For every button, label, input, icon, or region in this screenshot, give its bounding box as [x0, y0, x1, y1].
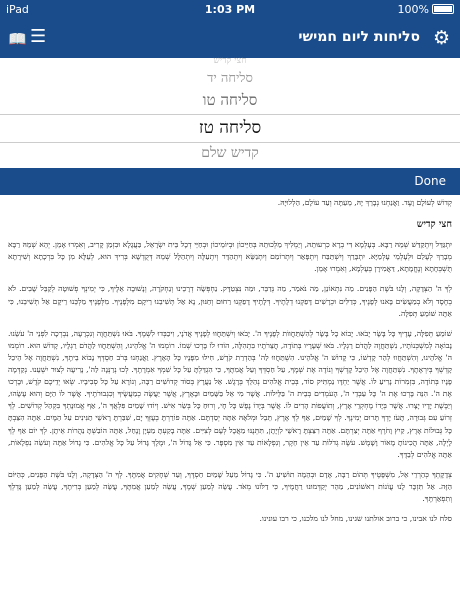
paragraph: צְדָקָתְךָ כְּהַרְרֵי אֵל, מִשְׁפָּטֶיךָ תְּהוֹם רַבָּה, אָדָם וּבְהֵמָה תוֹשִׁיעַ ה'. כִּי גָדוֹל מֵעַל שָׁמַיִם חַסְדֶּךָ, וְעַד שְׁחָקִים אֲמִתֶּךָ. לְךָ ה' הַצְּדָקָה, וְלָנוּ בֹּשֶׁת הַפָּנִים, כְּהַיּוֹם הַזֶּה. אַל תִּזְכָּר לָנוּ עֲוֹנוֹת רִאשׁוֹנִים, מַהֵר יְקַדְּמוּנוּ רַחֲמֶיךָ, כִּי דַלּוֹנוּ מְאֹד. עֲשֵׂה לְמַעַן שְׁמֶךָ, עֲשֵׂה לְמַעַן אֲמִתֶּךָ, עֲשֵׂה לְמַעַן בְּרִיתֶךָ, עֲשֵׂה לְמַעַן גָּדְלְךָ וְתִפְאַרְתֶּךָ.	[8, 469, 452, 503]
kaddish-text: יִתְגַּדַּל וְיִתְקַדַּשׁ שְׁמֵהּ רַבָּא. בְּעָלְמָא דִּי בְרָא כִרְעוּתֵהּ, וְיַמְלִיךְ מַלְכוּתֵהּ בְּחַיֵּיכוֹן וּבְיוֹמֵיכוֹן וּבְחַיֵּי דְכָל בֵּית יִשְׂרָאֵל, בַּעֲגָלָא וּבִזְמַן קָרִיב, וְאִמְרוּ אָמֵן. יְהֵא שְׁמֵהּ רַבָּא מְבָרַךְ לְעָלַם וּלְעָלְמֵי עָלְמַיָּא. יִתְבָּרַךְ וְיִשְׁתַּבַּח וְיִתְפָּאַר וְיִתְרוֹמַם וְיִתְנַשֵּׂא וְיִתְהַדָּר וְיִתְעַלֶּה וְיִתְהַלָּל שְׁמֵהּ דְּקֻדְשָׁא בְּרִיךְ הוּא, לְעֵלָּא מִן כָּל בִּרְכָתָא וְשִׁירָתָא תֻּשְׁבְּחָתָא וְנֶחֱמָתָא, דַּאֲמִירָן בְּעָלְמָא, וְאִמְרוּ אָמֵן.	[8, 240, 452, 274]
battery-percent: 100%	[397, 3, 429, 16]
section-picker[interactable]	[0, 58, 460, 170]
book-icon[interactable]: 📖	[8, 30, 27, 48]
page-title: סליחות ליום חמישי	[298, 29, 420, 45]
picker-item[interactable]: סליחה יד	[207, 71, 253, 86]
paragraph: סלח לנו אבינו, כי ברוב אולתנו שגינו, מחל לנו מלכנו, כי רבו עונינו.	[259, 514, 452, 524]
battery-indicator	[398, 3, 454, 16]
picker-item[interactable]: קדיש שלם	[201, 145, 259, 161]
done-button[interactable]: Done	[414, 174, 446, 188]
section-heading: חצי קדיש	[416, 219, 452, 231]
nav-bar	[0, 20, 460, 58]
picker-item[interactable]: חצי קדיש	[213, 56, 247, 66]
picker-item[interactable]: סליחה טו	[202, 91, 258, 109]
gear-icon[interactable]: ⚙	[432, 27, 450, 49]
clock: 1:03 PM	[204, 3, 256, 16]
status-bar	[0, 0, 460, 20]
carrier-label: iPad	[6, 3, 29, 16]
intro-verse: קְדוֹשׁ לְעוֹלָם וָעֶד. וַאֲנַחְנוּ נְבָרֵךְ יָהּ, מֵעַתָּה וְעַד עוֹלָם, הַלְלוּיָהּ.	[277, 198, 452, 207]
battery-icon	[432, 4, 454, 14]
picker-toolbar	[0, 168, 460, 195]
picker-item-selected[interactable]: סליחה טז	[198, 118, 262, 138]
paragraph: שׁוֹמֵעַ תְּפִלָּה, עָדֶיךָ כָּל בָּשָׂר יָבֹאוּ. יָבוֹא כָל בָּשָׂר לְהִשְׁתַּחֲווֹת לְפָנֶיךָ ה'. יָבֹאוּ וְיִשְׁתַּחֲווּ לְפָנֶיךָ אֲדֹנָי, וִיכַבְּדוּ לִשְׁמֶךָ. בֹּאוּ נִשְׁתַּחֲוֶה וְנִכְרָעָה, נִבְרְכָה לִפְנֵי ה' עֹשֵׂנוּ. נָבוֹאָה לְמִשְׁכְּנוֹתָיו, נִשְׁתַּחֲוֶה לַהֲדֹם רַגְלָיו. בֹּאוּ שְׁעָרָיו בְּתוֹדָה, חֲצֵרֹתָיו בִּתְהִלָּה, הוֹדוּ לוֹ בָּרְכוּ שְׁמוֹ. רוֹמְמוּ ה' אֱלֹהֵינוּ, וְהִשְׁתַּחֲווּ לַהֲדֹם רַגְלָיו, קָדוֹשׁ הוּא. רוֹמְמוּ ה' אֱלֹהֵינוּ, וְהִשְׁתַּחֲווּ לְהַר קָדְשׁוֹ, כִּי קָדוֹשׁ ה' אֱלֹהֵינוּ. הִשְׁתַּחֲווּ לַה' בְּהַדְרַת קֹדֶשׁ, חִילוּ מִפָּנָיו כָּל הָאָרֶץ. וַאֲנַחְנוּ בְּרֹב חַסְדְּךָ נָבוֹא בֵיתֶךָ, נִשְׁתַּחֲוֶה אֶל הֵיכַל קָדְשְׁךָ בְּיִרְאָתֶךָ. נִשְׁתַּחֲוֶה אֶל הֵיכַל קָדְשְׁךָ וְנוֹדֶה אֶת שְׁמֶךָ, עַל חַסְדְּךָ וְעַל אֲמִתֶּךָ, כִּי הִגְדַּלְתָּ עַל כָּל שִׁמְךָ אִמְרָתֶךָ. לְכוּ נְרַנְּנָה לַה', נָרִיעָה לְצוּר יִשְׁעֵנוּ. נְקַדְּמָה פָנָיו בְּתוֹדָה, בִּזְמִרוֹת נָרִיעַ לוֹ. אֲשֶׁר יַחְדָּו נַמְתִּיק סוֹד, בְּבֵית אֱלֹהִים נְהַלֵּךְ בְּרָגֶשׁ. אֵל נַעֲרָץ בְּסוֹד קְדוֹשִׁים רַבָּה, וְנוֹרָא עַל כָּל סְבִיבָיו. שְׂאוּ יְדֵיכֶם קֹדֶשׁ, וּבָרְכוּ אֶת ה'. הִנֵּה בָּרְכוּ אֶת ה' כָּל עַבְדֵי ה', הָעֹמְדִים בְּבֵית ה' בַּלֵּילוֹת. אֲשֶׁר מִי אֵל בַּשָּׁמַיִם וּבָאָרֶץ, אֲשֶׁר יַעֲשֶׂה כְמַעֲשֶׂיךָ וְכִגְבוּרֹתֶיךָ. אֲשֶׁר לוֹ הַיָּם וְהוּא עָשָׂהוּ, וְיַבֶּשֶׁת יָדָיו יָצָרוּ. אֲשֶׁר בְּיָדוֹ מֶחְקְרֵי אָרֶץ, וְתוֹעֲפוֹת הָרִים לוֹ. אֲשֶׁר בְּיָדוֹ נֶפֶשׁ כָּל חָי, וְרוּחַ כָּל בְּשַׂר אִישׁ. וְיוֹדוּ שָׁמַיִם פִּלְאֲךָ ה', אַף אֱמוּנָתְךָ בִּקְהַל קְדוֹשִׁים. לְךָ זְרוֹעַ עִם גְּבוּרָה, תָּעֹז יָדְךָ תָּרוּם יְמִינֶךָ. לְךָ שָׁמַיִם, אַף לְךָ אָרֶץ, תֵּבֵל וּמְלֹאָהּ אַתָּה יְסַדְתָּם. אַתָּה פוֹרַרְתָּ בְעָזְּךָ יָם, שִׁבַּרְתָּ רָאשֵׁי תַנִּינִים עַל הַמָּיִם. אַתָּה הִצַּבְתָּ כָּל גְּבוּלוֹת אָרֶץ, קַיִץ וָחֹרֶף אַתָּה יְצַרְתָּם. אַתָּה רִצַּצְתָּ רָאשֵׁי לִוְיָתָן, תִּתְּנֶנּוּ מַאֲכָל לְעָם לְצִיִּים. אַתָּה בָקַעְתָּ מַעְיָן וָנָחַל, אַתָּה הוֹבַשְׁתָּ נַהֲרוֹת אֵיתָן. לְךָ יוֹם אַף לְךָ לָיְלָה, אַתָּה הֲכִינוֹתָ מָאוֹר וָשָׁמֶשׁ. עֹשֶׂה גְדֹלוֹת עַד אֵין חֵקֶר, וְנִפְלָאוֹת עַד אֵין מִסְפָּר. כִּי אֵל גָּדוֹל ה', וּמֶלֶךְ גָּדוֹל עַל כָּל אֱלֹהִים. כִּי גָדוֹל אַתָּה וְעֹשֵׂה נִפְלָאוֹת, אַתָּה אֱלֹהִים לְבַדֶּךָ.	[8, 328, 452, 459]
picker-selection-line	[0, 142, 460, 143]
picker-selection-line	[0, 114, 460, 115]
prayer-text	[8, 197, 452, 614]
paragraph: לְךָ ה' הַצְּדָקָה, וְלָנוּ בֹּשֶׁת הַפָּנִים. מַה נִּתְאוֹנֵן, מַה נֹּאמַר, מַה נְּדַבֵּר, וּמַה נִּצְטַדָּק. נַחְפְּשָׂה דְרָכֵינוּ וְנַחְקֹרָה, וְנָשׁוּבָה אֵלֶיךָ, כִּי יְמִינְךָ פְשׁוּטָה לְקַבֵּל שָׁבִים. לֹא בְחֶסֶד וְלֹא בְמַעֲשִׂים בָּאנוּ לְפָנֶיךָ, כְּדַלִּים וּכְרָשִׁים דָּפַקְנוּ דְלָתֶיךָ. דְּלָתֶיךָ דָפַקְנוּ רַחוּם וְחַנּוּן, נָא אַל תְּשִׁיבֵנוּ רֵיקָם מִלְּפָנֶיךָ. מִלְּפָנֶיךָ מַלְכֵּנוּ רֵיקָם אַל תְּשִׁיבֵנוּ, כִּי אַתָּה שׁוֹמֵעַ תְּפִלָּה.	[8, 284, 452, 318]
menu-icon[interactable]: ☰	[30, 26, 47, 47]
